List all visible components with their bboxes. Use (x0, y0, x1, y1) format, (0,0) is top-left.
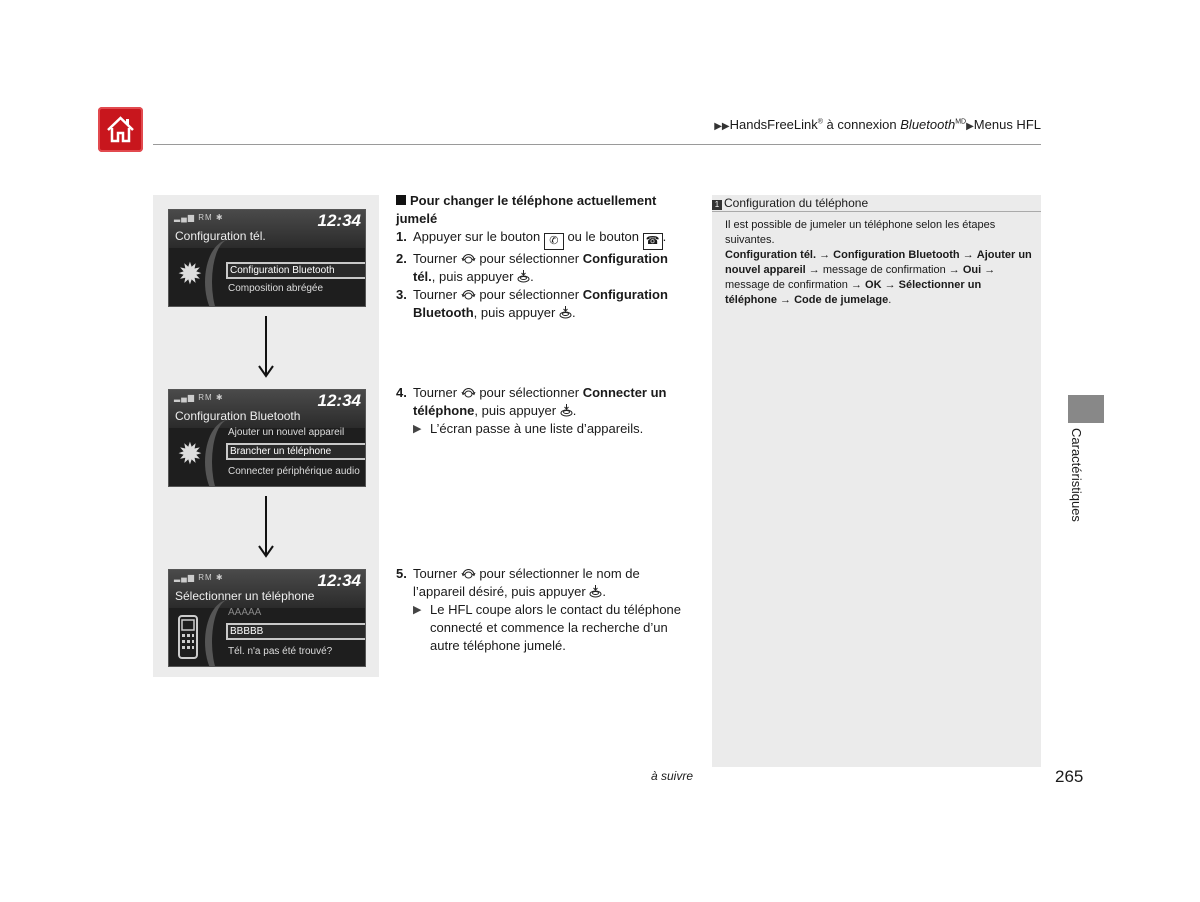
pickup-button-icon: ☎ (643, 233, 663, 250)
step-1: 1. Appuyer sur le bouton ✆ ou le bouton ☎ . (396, 228, 688, 250)
step-4: 4. Tourner pour sélectionner Connecter un téléphone, puis appuyer . (396, 385, 667, 418)
phone-button-icon: ✆ (544, 233, 564, 250)
breadcrumb-arrow: ▶ (966, 121, 974, 132)
down-arrow-icon (258, 496, 274, 558)
breadcrumb-bluetooth: Bluetooth (900, 117, 956, 132)
breadcrumb-text[interactable]: HandsFreeLink (729, 117, 818, 132)
screen-title: Configuration Bluetooth (175, 409, 301, 423)
press-dial-icon (589, 584, 602, 598)
interface-dial-icon (461, 252, 476, 265)
menu-item-selected: Brancher un téléphone (226, 443, 366, 460)
screen-clock: 12:34 (317, 391, 361, 410)
sidebar-intro: Il est possible de jumeler un téléphone selon les étapes suivantes. (725, 219, 996, 246)
interface-dial-icon (461, 288, 476, 301)
menu-item: Connecter périphérique audio (228, 466, 360, 477)
screen-clock: 12:34 (317, 211, 361, 230)
instructions-block-3 (396, 565, 688, 655)
gear-icon: ✹ (177, 258, 203, 291)
home-button[interactable] (98, 107, 143, 152)
step-4-note: ▶ L’écran passe à une liste d’appareils. (413, 421, 644, 436)
section-heading: Pour changer le téléphone actuellement jumelé (396, 193, 657, 226)
phone-icon (177, 614, 199, 660)
sidebar-title: 1 Configuration du téléphone (712, 196, 1041, 212)
signal-icon: ▂▄▆ RM ✱ (174, 573, 224, 582)
md-mark: MD (955, 118, 967, 126)
sidebar-path: Configuration tél. → Configuration Bluetooth → Ajouter un nouvel appareil → message de confirmation → Oui → message de confirmation → OK → Sélectionner un téléphone → Code de jumelage. (725, 249, 1032, 306)
reference-icon: 1 (712, 200, 722, 210)
screen-header (169, 570, 365, 608)
page-number: 265 (1055, 767, 1084, 786)
breadcrumb-text: à connexion (822, 117, 901, 132)
gear-icon: ✹ (177, 438, 203, 471)
menu-item-selected: Configuration Bluetooth (226, 262, 366, 279)
press-dial-icon (517, 269, 530, 283)
screen-title: Configuration tél. (175, 229, 266, 243)
interface-dial-icon (461, 567, 476, 580)
step-3: 3. Tourner pour sélectionner Configuration Bluetooth, puis appuyer . (396, 287, 668, 320)
menu-item: Composition abrégée (228, 283, 324, 294)
signal-icon: ▂▄▆ RM ✱ (174, 393, 224, 402)
screen-configuration-tel (168, 209, 366, 307)
chapter-tab[interactable] (1068, 395, 1104, 423)
menu-item: AAAAA (228, 607, 262, 618)
breadcrumb (714, 117, 1041, 132)
menu-item: Tél. n'a pas été trouvé? (228, 646, 333, 657)
signal-icon: ▂▄▆ RM ✱ (174, 213, 224, 222)
press-dial-icon (559, 305, 572, 319)
note-arrow-icon: ▶ (413, 423, 422, 435)
screen-configuration-bluetooth (168, 389, 366, 487)
registered-mark: ® (817, 118, 823, 126)
chapter-tab-label[interactable]: Caractéristiques (1069, 428, 1084, 522)
menu-item: Ajouter un nouvel appareil (228, 427, 345, 438)
screen-header (169, 390, 365, 428)
screen-clock: 12:34 (317, 571, 361, 590)
breadcrumb-arrow: ▶▶ (714, 121, 730, 132)
home-icon (104, 113, 137, 146)
interface-dial-icon (461, 386, 476, 399)
screen-selectionner-telephone (168, 569, 366, 667)
screen-header (169, 210, 365, 248)
continued-label: à suivre (651, 769, 694, 783)
sidebar-text (725, 218, 1033, 308)
screen-title: Sélectionner un téléphone (175, 589, 315, 603)
down-arrow-icon (258, 316, 274, 378)
step-5: 5. Tourner pour sélectionner le nom de l’appareil désiré, puis appuyer . (396, 566, 640, 599)
menu-item-selected: BBBBB (226, 623, 366, 640)
breadcrumb-current[interactable]: Menus HFL (973, 117, 1041, 132)
note-arrow-icon: ▶ (413, 604, 422, 616)
step-5-note: ▶ Le HFL coupe alors le contact du téléphone connecté et commence la recherche d’un autre téléphone jumelé. (413, 602, 682, 653)
instructions-block-1 (396, 192, 688, 322)
step-2: 2. Tourner pour sélectionner Configuration tél., puis appuyer . (396, 251, 668, 284)
press-dial-icon (560, 403, 573, 417)
instructions-block-2 (396, 384, 688, 438)
header-rule (153, 144, 1041, 145)
